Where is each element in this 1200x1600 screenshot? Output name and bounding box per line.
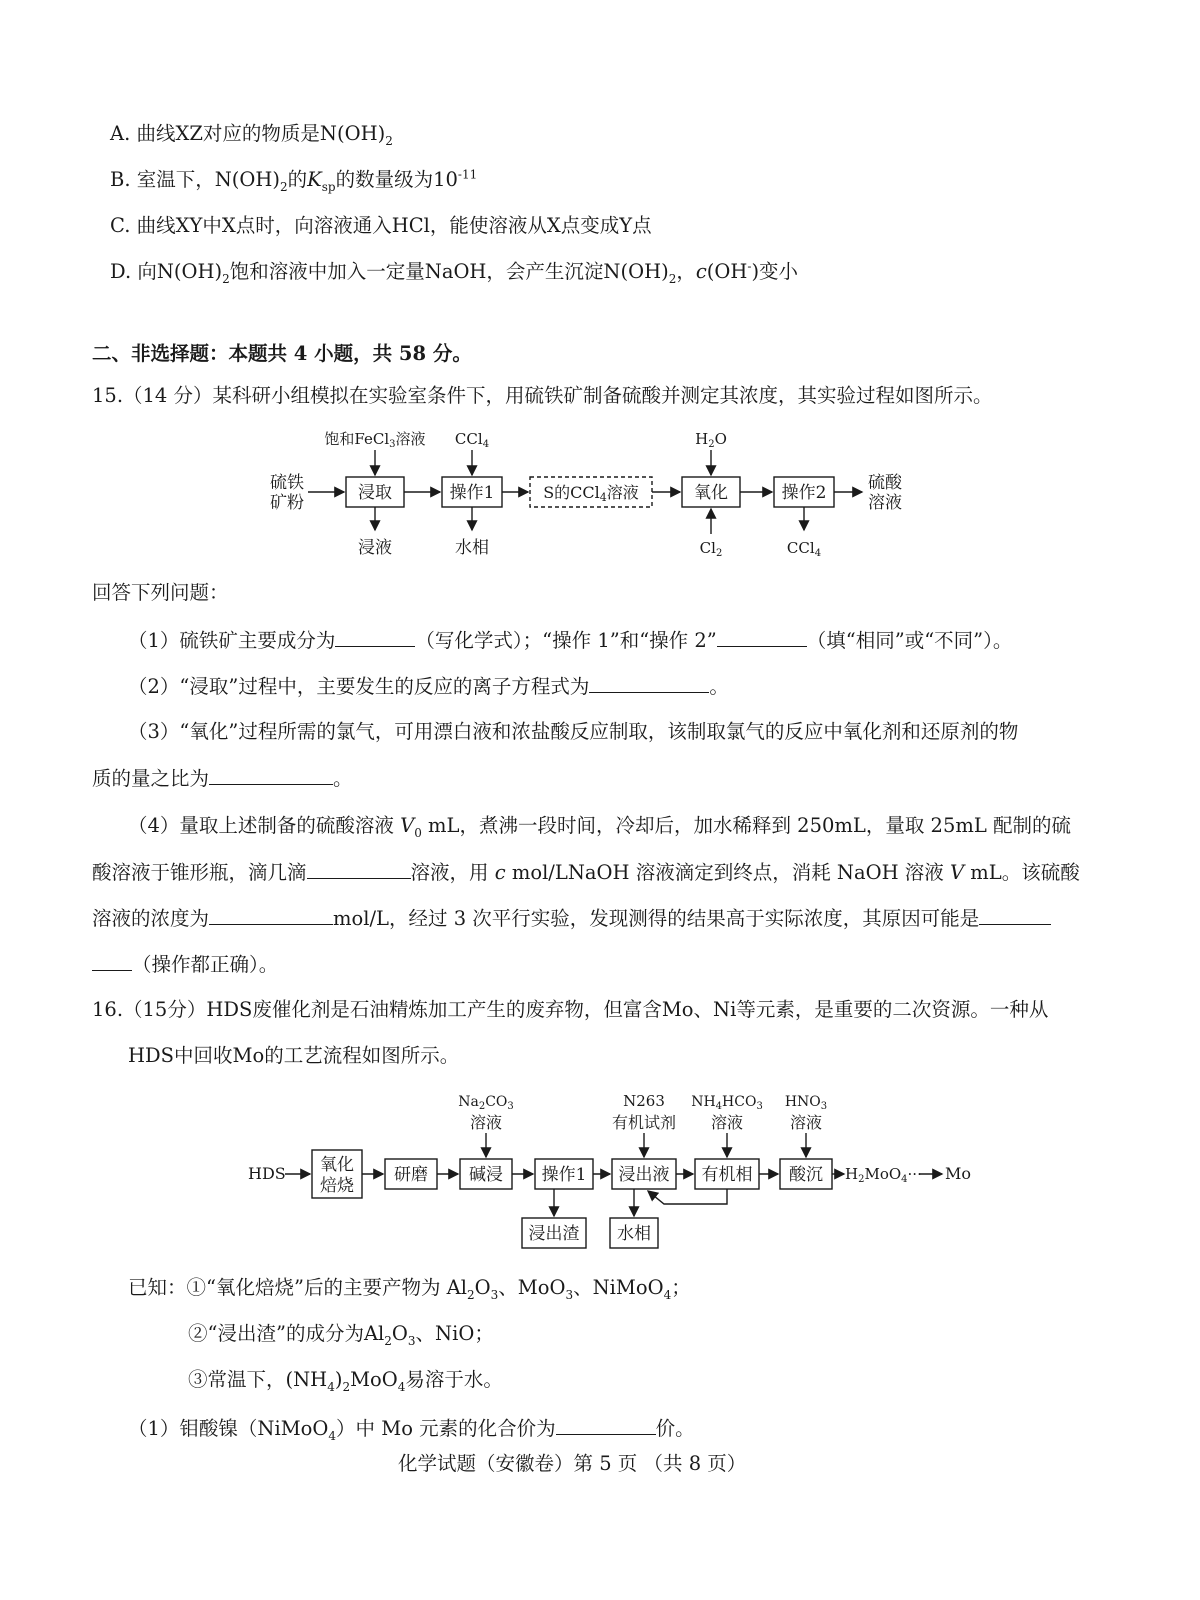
q15-box-op2-label: 操作2 <box>781 483 827 503</box>
q16-box-roast-label-1: 氧化 <box>320 1155 354 1175</box>
q16-box-grind-label: 研磨 <box>394 1165 428 1185</box>
q15-part4-line3: 溶液的浓度为 mol/L，经过 3 次平行实验，发现测得的结果高于实际浓度，其原因可能是 <box>92 904 1051 933</box>
q15-part1: （1）硫铁矿主要成分为 （写化学式）；“操作 1”和“操作 2” （填“相同”或“不同”）。 <box>128 626 1012 655</box>
q16-input-na2co3: $Na_2CO_3$ <box>458 1094 514 1112</box>
section-heading: 二、非选择题：本题共 4 小题，共 58 分。 <box>92 342 472 365</box>
q16-input-na2co3-solution: 溶液 <box>469 1113 503 1132</box>
q15-part4-line4: （操作都正确）。 <box>92 950 278 979</box>
answer-blank[interactable] <box>556 1414 656 1435</box>
q15-part3-line2: 质的量之比为 。 <box>92 764 353 793</box>
q15-box-leach-label: 浸取 <box>358 483 392 503</box>
q16-input-nh4hco3: $NH_4HCO_3$ <box>691 1094 763 1112</box>
q15-start-label-1: 硫铁 <box>270 473 304 493</box>
q15-prompt: 回答下列问题： <box>92 581 229 604</box>
q16-input-organic-reagent: 有机试剂 <box>611 1113 677 1132</box>
q15-output-aqueous: 水相 <box>455 538 489 558</box>
q16-input-hno3: $HNO_3$ <box>784 1094 828 1112</box>
q15-output-leachate: 浸液 <box>358 538 392 558</box>
q15-part2: （2）“浸取”过程中，主要发生的反应的离子方程式为 。 <box>128 672 729 701</box>
q15-part4-line1: （4）量取上述制备的硫酸溶液 $V_0$ mL，煮沸一段时间，冷却后，加水稀释到 250mL，量取 25mL 配制的硫 <box>128 814 1071 840</box>
q16-product-label: $H_2MoO_4\cdot\cdot\cdot$ <box>845 1165 922 1185</box>
answer-blank[interactable] <box>307 858 411 879</box>
q16-known-3: ③常温下，$(NH_4)_2MoO_4$易溶于水。 <box>188 1368 503 1394</box>
q16-stem-line1: 16.（15分）HDS废催化剂是石油精炼加工产生的废弃物，但富含Mo、Ni等元素，是重要的二次资源。一种从 <box>92 998 1049 1021</box>
q16-known-2: ②“浸出渣”的成分为$Al_2O_3$、NiO； <box>188 1322 494 1348</box>
q16-start-label: HDS <box>248 1164 286 1183</box>
q16-final-mo: Mo <box>945 1164 972 1183</box>
option-a: A. 曲线XZ对应的物质是$N(OH)_2$ <box>110 122 393 148</box>
q16-box-op1-label: 操作1 <box>541 1165 587 1185</box>
answer-blank[interactable] <box>589 672 709 693</box>
q16-flow-diagram <box>240 1088 980 1258</box>
answer-blank[interactable] <box>209 764 333 785</box>
q16-part1: （1）钼酸镍（NiMoO$_4$）中 Mo 元素的化合价为 价。 <box>128 1414 695 1443</box>
q16-input-nh4hco3-solution: 溶液 <box>710 1113 744 1132</box>
q15-box-oxidation-label: 氧化 <box>694 483 728 503</box>
q15-input-fecl3: 饱和FeCl$_3$溶液 <box>324 430 426 450</box>
q15-stem: 15.（14 分）某科研小组模拟在实验室条件下，用硫铁矿制备硫酸并测定其浓度，其实验过程如图所示。 <box>92 384 993 407</box>
answer-blank[interactable] <box>335 626 415 647</box>
option-b: B. 室温下，$N(OH)_2$的$K_{sp}$的数量级为$10^{-11}$ <box>110 167 478 194</box>
q15-input-ccl4: CCl$_4$ <box>454 430 490 450</box>
q15-input-h2o: $H_2O$ <box>695 430 727 450</box>
q16-box-roast-label-2: 焙烧 <box>320 1176 354 1196</box>
q16-stem-line2: HDS中回收Mo的工艺流程如图所示。 <box>128 1044 460 1067</box>
answer-blank[interactable] <box>717 626 807 647</box>
answer-blank[interactable] <box>209 904 333 925</box>
q16-known-1: 已知：①“氧化焙烧”后的主要产物为 $Al_2O_3$、MoO$_3$、NiMoO$_4$； <box>128 1276 691 1302</box>
q16-box-leachate-label: 浸出液 <box>618 1165 670 1185</box>
answer-blank[interactable] <box>92 950 132 971</box>
q15-input-cl2: $Cl_2$ <box>699 539 723 559</box>
q15-box-s-solution-label: S的CCl4溶液 <box>543 483 639 504</box>
q15-output-ccl4: CCl$_4$ <box>786 539 822 559</box>
q16-box-aqueous-label: 水相 <box>617 1224 651 1244</box>
option-c: C. 曲线XY中X点时，向溶液通入HCl，能使溶液从X点变成Y点 <box>110 214 652 237</box>
page-footer: 化学试题（安徽卷）第 5 页 （共 8 页） <box>398 1452 747 1475</box>
q16-box-residue-label: 浸出渣 <box>528 1224 580 1244</box>
q16-input-n263: N263 <box>623 1092 665 1110</box>
q15-flow-diagram <box>260 424 920 564</box>
q15-end-label-2: 溶液 <box>868 493 902 513</box>
q16-box-organic-label: 有机相 <box>701 1165 753 1185</box>
q16-input-hno3-solution: 溶液 <box>789 1113 823 1132</box>
q15-end-label-1: 硫酸 <box>868 473 902 493</box>
q15-part4-line2: 酸溶液于锥形瓶，滴几滴 溶液，用 c mol/LNaOH 溶液滴定到终点，消耗 NaOH 溶液 V mL。该硫酸 <box>92 858 1080 887</box>
q16-box-alkali-leach-label: 碱浸 <box>469 1165 503 1185</box>
q15-box-op1-label: 操作1 <box>449 483 495 503</box>
q16-box-acid-precip-label: 酸沉 <box>789 1165 823 1185</box>
q15-part3-line1: （3）“氧化”过程所需的氯气，可用漂白液和浓盐酸反应制取，该制取氯气的反应中氧化剂和还原剂的物 <box>128 720 1019 743</box>
option-d: D. 向$N(OH)_2$饱和溶液中加入一定量NaOH，会产生沉淀$N(OH)_2$，c(OH-)变小 <box>110 259 799 286</box>
q15-start-label-2: 矿粉 <box>270 493 304 513</box>
answer-blank[interactable] <box>979 904 1051 925</box>
